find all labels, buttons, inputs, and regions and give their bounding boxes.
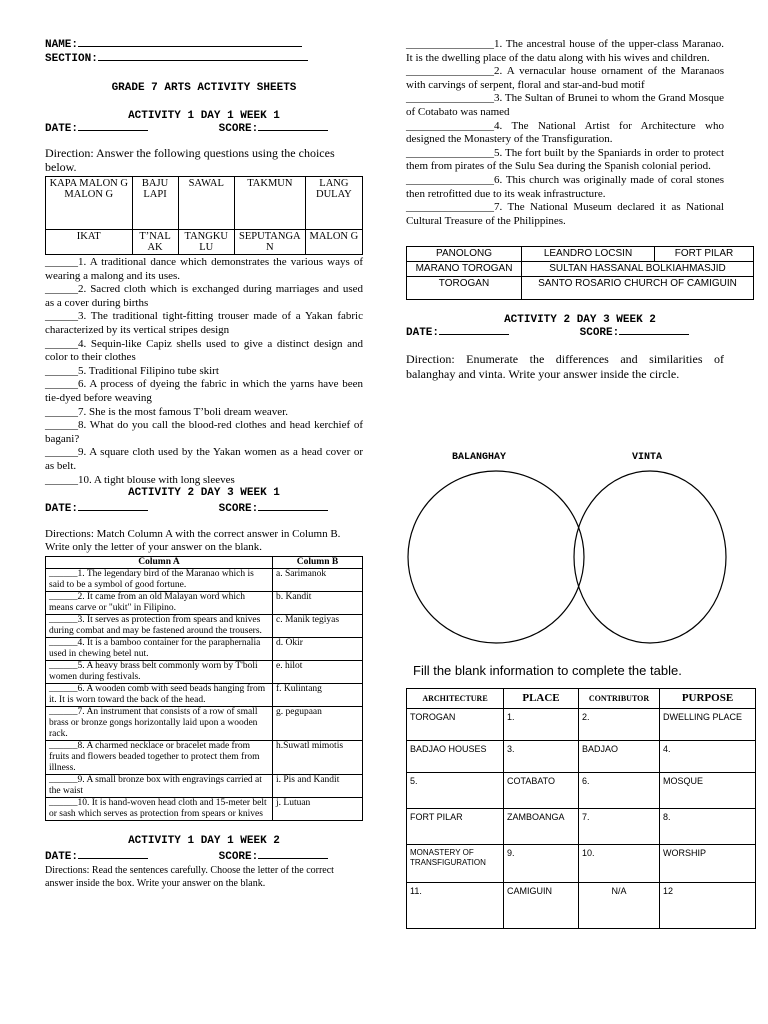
activity1-direction: Direction: Answer the following questions using the choices below.: [45, 146, 335, 174]
match-question: ______9. A small bronze box with engravings carried at the waist: [46, 775, 273, 798]
choice-cell: T’NAL AK: [132, 230, 178, 255]
activity2w2-direction: Direction: Enumerate the differences and similarities of balanghay and vinta. Write your answer inside the circle.: [406, 352, 724, 382]
match-question: ______4. It is a bamboo container for the paraphernalia used in chewing betel nut.: [46, 638, 273, 661]
right-column: [406, 38, 737, 382]
activity1w2-direction: Directions: Read the sentences carefully. Choose the letter of the correct answer inside the box. Write your answer on the blank.: [45, 865, 334, 890]
score-blank[interactable]: [619, 334, 689, 335]
activity2w2-heading: ACTIVITY 2 DAY 3 WEEK 2: [504, 314, 656, 327]
table-row: [407, 845, 756, 883]
match-answer: i. Pis and Kandit: [273, 775, 363, 798]
fill-cell: FORT PILAR: [407, 809, 504, 845]
question-item: ________________4. The National Artist for Architecture who designed the Monastery of the Transfiguration.: [406, 119, 724, 146]
question-item: ______2. Sacred cloth which is exchanged during marriages and used as a cover during births: [45, 283, 363, 309]
choice-cell: LANG DULAY: [305, 177, 362, 230]
name-label: NAME:: [45, 39, 79, 51]
choices-row: [46, 177, 363, 230]
fill-cell: TOROGAN: [407, 709, 504, 741]
section-line: [45, 52, 363, 66]
activity2w1-direction: Directions: Match Column A with the correct answer in Column B. Write only the letter of your answer on the blank.: [45, 528, 341, 554]
match-question: ______8. A charmed necklace or bracelet made from fruits and flowers beaded together to protect them from illness.: [46, 741, 273, 775]
table-row: [407, 809, 756, 845]
matching-table: [45, 556, 363, 821]
table-row: [46, 592, 363, 615]
header-contributor: CONTRIBUTOR: [579, 689, 660, 709]
choice-cell: MALON G: [305, 230, 362, 255]
question-item: ______3. The traditional tight-fitting trouser made of a Yakan fabric characterized by its vertical stripes design: [45, 310, 363, 336]
match-question: ______10. It is hand-woven head cloth and 15-meter belt or sash which serves as protection from spears or knives: [46, 798, 273, 821]
score-blank[interactable]: [258, 510, 328, 511]
choice-cell: TANGKU LU: [178, 230, 234, 255]
activity2w1-date-score: [45, 502, 363, 516]
choice-cell: FORT PILAR: [655, 247, 754, 262]
fill-cell: MONASTERY OF TRANSFIGURATION: [407, 845, 504, 883]
match-answer: g. pegupaan: [273, 707, 363, 741]
question-item: ________________1. The ancestral house of the upper-class Maranao. It is the dwelling place of the datu along with his wives and children.: [406, 38, 724, 64]
question-item: ________________5. The fort built by the Spaniards in order to protect them from pirates of the Sulu Sea during the Spanish colonial period.: [406, 146, 724, 173]
match-question: ______1. The legendary bird of the Maranao which is said to be a symbol of good fortune.: [46, 569, 273, 592]
question-item: ______9. A square cloth used by the Yakan women as a head cover or as belt.: [45, 446, 363, 472]
fill-cell: COTABATO: [504, 773, 579, 809]
table-row: [46, 661, 363, 684]
table-row: [46, 638, 363, 661]
fill-cell[interactable]: 7.: [579, 809, 660, 845]
date-blank[interactable]: [78, 130, 148, 131]
fill-cell: WORSHIP: [660, 845, 756, 883]
score-label: SCORE:: [218, 851, 259, 864]
table-row: [46, 707, 363, 741]
date-label: DATE:: [45, 851, 79, 864]
fill-cell: MOSQUE: [660, 773, 756, 809]
date-blank[interactable]: [78, 510, 148, 511]
fill-header-row: [407, 689, 756, 709]
column-b-header: Column B: [273, 557, 363, 569]
activity2w1-heading: ACTIVITY 2 DAY 3 WEEK 1: [128, 487, 280, 500]
fill-cell[interactable]: 4.: [660, 741, 756, 773]
choice-cell: LEANDRO LOCSIN: [522, 247, 655, 262]
fill-cell: BADJAO: [579, 741, 660, 773]
section-blank[interactable]: [98, 60, 308, 61]
left-column: [45, 38, 363, 890]
match-question: ______2. It came from an old Malayan word which means carve or "ukit" in Filipino.: [46, 592, 273, 615]
choice-cell: MARANO TOROGAN: [407, 262, 522, 277]
score-label: SCORE:: [579, 327, 620, 340]
activity2w2-date-score: [406, 326, 724, 340]
fill-cell: CAMIGUIN: [504, 883, 579, 929]
choice-cell: TAKMUN: [234, 177, 305, 230]
table-row: [407, 773, 756, 809]
question-item: ________________3. The Sultan of Brunei to whom the Grand Mosque of Cotabato was named: [406, 92, 724, 118]
score-blank[interactable]: [258, 858, 328, 859]
choice-row: [407, 277, 754, 300]
question-item: ________________7. The National Museum declared it as National Cultural Treasure of the Philippines.: [406, 201, 724, 227]
header-purpose: PURPOSE: [660, 689, 756, 709]
choices-row: [46, 230, 363, 255]
date-label: DATE:: [406, 327, 440, 340]
question-item: ______5. Traditional Filipino tube skirt: [45, 364, 219, 377]
match-question: ______7. An instrument that consists of a row of small brass or bronze gongs horizontally laid upon a wooden rack.: [46, 707, 273, 741]
date-label: DATE:: [45, 123, 79, 135]
activity1-questions: [45, 256, 363, 487]
score-label: SCORE:: [218, 503, 259, 516]
date-blank[interactable]: [78, 858, 148, 859]
match-answer: j. Lutuan: [273, 798, 363, 821]
score-blank[interactable]: [258, 130, 328, 131]
match-answer: b. Kandit: [273, 592, 363, 615]
match-answer: e. hilot: [273, 661, 363, 684]
activity1-heading: ACTIVITY 1 DAY 1 WEEK 1: [128, 110, 280, 122]
fill-cell[interactable]: 12: [660, 883, 756, 929]
choice-cell: BAJU LAPI: [132, 177, 178, 230]
choice-cell: SAWAL: [178, 177, 234, 230]
date-blank[interactable]: [439, 334, 509, 335]
header-place: PLACE: [504, 689, 579, 709]
header-architecture: ARCHITECTURE: [407, 689, 504, 709]
choice-cell: IKAT: [46, 230, 133, 255]
fill-cell[interactable]: 6.: [579, 773, 660, 809]
match-answer: h.Suwatl mimotis: [273, 741, 363, 775]
match-answer: f. Kulintang: [273, 684, 363, 707]
table-row: [407, 741, 756, 773]
fill-cell: N/A: [579, 883, 660, 929]
balanghay-label: BALANGHAY: [452, 452, 507, 463]
vinta-circle[interactable]: [574, 471, 726, 643]
column-a-header: Column A: [46, 557, 273, 569]
choices-table: [45, 176, 363, 255]
fill-table: [406, 688, 756, 929]
fill-cell: BADJAO HOUSES: [407, 741, 504, 773]
matching-header-row: [46, 557, 363, 569]
question-item: ______1. A traditional dance which demonstrates the various ways of wearing a malong and its uses.: [45, 256, 363, 282]
score-label: SCORE:: [218, 123, 259, 135]
activity1-date-score: [45, 122, 363, 136]
name-blank[interactable]: [78, 46, 302, 47]
match-question: ______5. A heavy brass belt commonly worn by T'boli women during festivals.: [46, 661, 273, 684]
table-row: [46, 775, 363, 798]
fill-cell[interactable]: 3.: [504, 741, 579, 773]
name-line: [45, 38, 363, 52]
table-row: [407, 709, 756, 741]
fill-cell[interactable]: 5.: [407, 773, 504, 809]
activity1w2-heading: ACTIVITY 1 DAY 1 WEEK 2: [128, 835, 280, 848]
table-row: [46, 684, 363, 707]
fill-cell[interactable]: 10.: [579, 845, 660, 883]
fill-cell: ZAMBOANGA: [504, 809, 579, 845]
page-title: GRADE 7 ARTS ACTIVITY SHEETS: [111, 82, 297, 94]
table-row: [46, 615, 363, 638]
section-label: SECTION:: [45, 53, 98, 65]
choice-cell: TOROGAN: [407, 277, 522, 300]
fill-instruction: Fill the blank information to complete the table.: [413, 663, 682, 678]
question-item: ______10. A tight blouse with long sleeves: [45, 473, 235, 486]
question-item: ________________2. A vernacular house ornament of the Maranaos with carvings of serpent, floral and star-and-bud motif: [406, 65, 724, 91]
question-item: ______8. What do you call the blood-red clothes and head kerchief of bagani?: [45, 419, 363, 445]
answer-choices-box: [406, 246, 754, 300]
match-answer: c. Manik tegiyas: [273, 615, 363, 638]
balanghay-circle[interactable]: [408, 471, 584, 643]
table-row: [407, 883, 756, 929]
match-question: ______6. A wooden comb with seed beads hanging from it. It is worn toward the back of the head.: [46, 684, 273, 707]
match-answer: d. Okir: [273, 638, 363, 661]
choice-row: [407, 247, 754, 262]
activity1w2-date-score: [45, 850, 363, 864]
fill-cell[interactable]: 1.: [504, 709, 579, 741]
table-row: [46, 741, 363, 775]
date-label: DATE:: [45, 503, 79, 516]
venn-diagram: [400, 468, 740, 648]
match-answer: a. Sarimanok: [273, 569, 363, 592]
question-item: ______6. A process of dyeing the fabric in which the yarns have been tie-dyed before weaving: [45, 378, 363, 404]
identification-questions: [406, 38, 724, 228]
choice-row: [407, 262, 754, 277]
match-question: ______3. It serves as protection from spears and knives during combat and may be fastened around the trousers.: [46, 615, 273, 638]
choice-cell: SEPUTANGA N: [234, 230, 305, 255]
fill-cell[interactable]: 8.: [660, 809, 756, 845]
fill-cell[interactable]: 2.: [579, 709, 660, 741]
fill-cell[interactable]: 11.: [407, 883, 504, 929]
fill-cell: DWELLING PLACE: [660, 709, 756, 741]
question-item: ______7. She is the most famous T’boli dream weaver.: [45, 405, 288, 418]
question-item: ________________6. This church was originally made of coral stones then retrofitted due to its weak infrastructure.: [406, 173, 724, 200]
choice-cell: SANTO ROSARIO CHURCH OF CAMIGUIN: [522, 277, 754, 300]
fill-cell[interactable]: 9.: [504, 845, 579, 883]
choice-cell: SULTAN HASSANAL BOLKIAHMASJID: [522, 262, 754, 277]
choice-cell: PANOLONG: [407, 247, 522, 262]
choice-cell: KAPA MALON G MALON G: [46, 177, 133, 230]
table-row: [46, 569, 363, 592]
table-row: [46, 798, 363, 821]
vinta-label: VINTA: [632, 452, 663, 463]
question-item: ______4. Sequin-like Capiz shells used to give a distinct design and color to their clothes: [45, 337, 363, 364]
